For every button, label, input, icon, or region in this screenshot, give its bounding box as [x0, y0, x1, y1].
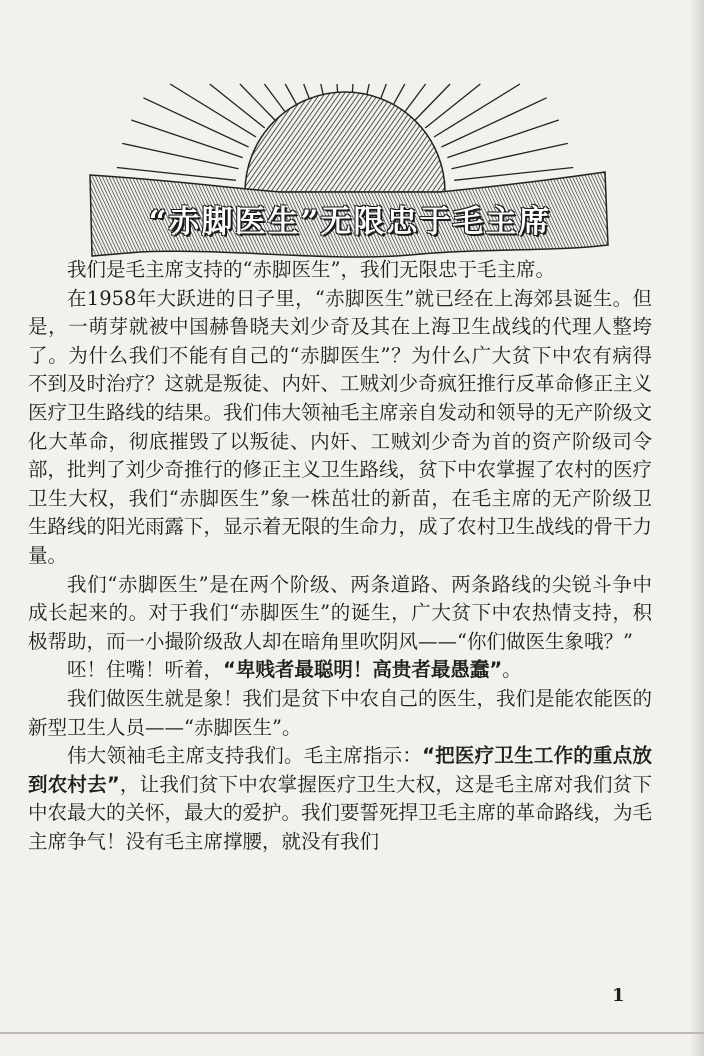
- page-number: 1: [612, 985, 625, 1006]
- page-bottom-edge: [0, 1032, 704, 1034]
- text-segment: 呸！住嘴！听着，: [67, 658, 224, 682]
- paragraph: [28, 685, 652, 742]
- text-segment: ，让我们贫下中农掌握医疗卫生大权，这是毛主席对我们贫下中农最大的关怀，最大的爱护。我们要誓死捍卫毛主席的革命路线，为毛主席争气！没有毛主席撑腰，就没有我们: [28, 772, 653, 853]
- chapter-title: “赤脚医生”无限忠于毛主席: [148, 204, 552, 240]
- text-segment: 我们“赤脚医生”是在两个阶级、两条道路、两条路线的尖锐斗争中成长起来的。对于我们“赤脚医生”的诞生，广大贫下中农热情支持，积极帮助，而一小撮阶级敌人却在暗角里吹阴风——“你们做医生象哦？”: [28, 572, 652, 653]
- page-edge-shadow: [690, 0, 704, 1056]
- paragraph: [28, 256, 652, 285]
- paragraph: [28, 571, 652, 657]
- text-segment: 。: [502, 658, 522, 682]
- body-text: [28, 256, 652, 856]
- sun-ray: [210, 84, 265, 128]
- paragraph: [28, 285, 652, 571]
- sun-ray: [240, 84, 275, 120]
- sun-ray: [404, 84, 426, 113]
- sun-ray: [131, 120, 243, 158]
- sun-ray: [415, 84, 450, 120]
- sun-ray: [122, 143, 238, 168]
- emphasized-quote: “卑贱者最聪明！高贵者最愚蠢”: [223, 658, 503, 682]
- sun-ray: [264, 84, 286, 113]
- text-segment: 我们做医生就是象！我们是贫下中农自己的医生，我们是能农能医的新型卫生人员——“赤脚医生”。: [28, 686, 653, 739]
- text-segment: 我们是毛主席支持的“赤脚医生”，我们无限忠于毛主席。: [67, 258, 555, 281]
- sun-ray: [425, 84, 480, 128]
- text-segment: 伟大领袖毛主席支持我们。毛主席指示：: [67, 744, 423, 768]
- emphasized-quote: “把医疗卫生工作的重点放到农村去”: [28, 744, 652, 796]
- paragraph: [28, 656, 652, 685]
- sun-ray: [452, 143, 568, 168]
- text-segment: 在1958年大跃进的日子里，“赤脚医生”就已经在上海郊县诞生。但是，一萌芽就被中国赫鲁晓夫刘少奇及其在上海卫生战线的代理人整垮了。为什么我们不能有自己的“赤脚医生”？为什么广大贫下中农有病得不到及时治疗？这就是叛徒、内奸、工贼刘少奇疯狂推行反革命修正主义医疗卫生路线的结果。我们伟大领袖毛主席亲自发动和领导的无产阶级文化大革命，彻底摧毁了以叛徒、内奸、工贼刘少奇为首的资产阶级司令部，批判了刘少奇推行的修正主义卫生路线，贫下中农掌握了农村的医疗卫生大权，我们“赤脚医生”象一株茁壮的新苗，在毛主席的无产阶级卫生路线的阳光雨露下，显示着无限的生命力，成了农村卫生战线的骨干力量。: [28, 286, 653, 567]
- paragraph: [28, 742, 652, 856]
- sun-ray: [447, 120, 559, 158]
